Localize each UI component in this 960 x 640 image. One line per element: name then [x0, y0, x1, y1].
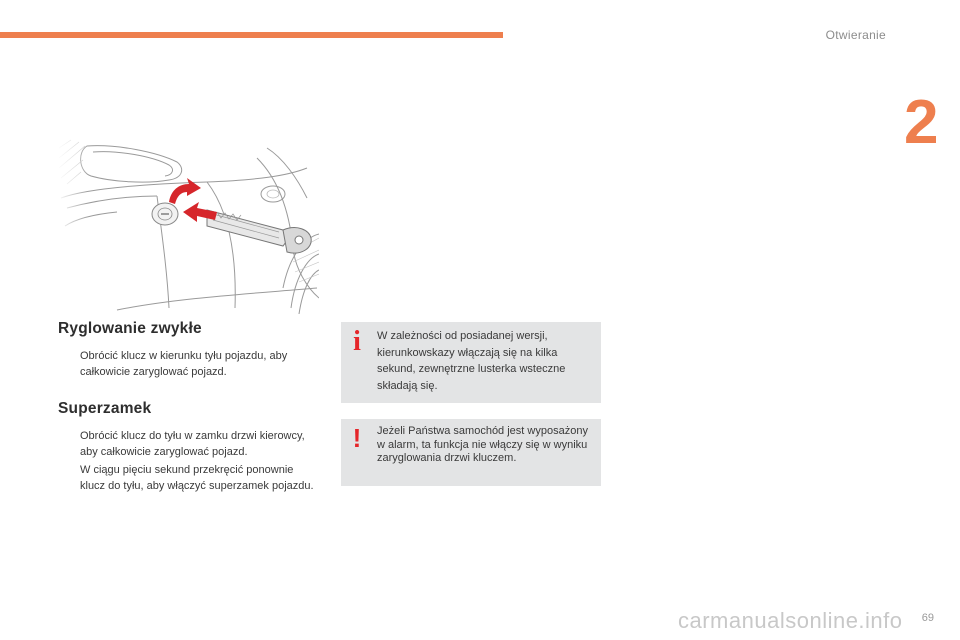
- list-item: [58, 462, 320, 494]
- header-accent-bar: [0, 32, 503, 38]
- section-title-normal-locking: Ryglowanie zwykłe: [58, 320, 202, 337]
- bullet-text: W ciągu pięciu sekund przekręcić ponownie klucz do tyłu, aby włączyć superzamek pojazdu.: [80, 464, 314, 492]
- door-lock-illustration: [57, 138, 319, 314]
- info-note-box: [341, 322, 601, 403]
- list-item: [58, 348, 320, 380]
- warning-note-text: Jeżeli Państwa samochód jest wyposażony w alarm, ta funkcja nie włączy się w wyniku zaryglowania drzwi kluczem.: [377, 425, 588, 464]
- info-note-text: W zależności od posiadanej wersji, kierunkowskazy włączają się na kilka sekund, zewnętrzne lusterka wsteczne składają się.: [377, 330, 566, 392]
- bullet-text: Obrócić klucz do tyłu w zamku drzwi kierowcy, aby całkowicie zaryglować pojazd.: [80, 430, 305, 458]
- warning-note-box: [341, 419, 601, 486]
- page-number: 69: [921, 612, 934, 624]
- bullet-text: Obrócić klucz w kierunku tyłu pojazdu, aby całkowicie zaryglować pojazd.: [80, 350, 288, 378]
- list-item: [58, 428, 320, 460]
- section-title-superlock: Superzamek: [58, 400, 152, 417]
- warning-icon: !: [352, 423, 362, 453]
- chapter-number: 2: [904, 88, 939, 157]
- info-icon: i: [353, 326, 361, 357]
- left-column: [58, 320, 320, 496]
- page-header-title: Otwieranie: [825, 28, 886, 42]
- watermark: carmanualsonline.info: [678, 608, 903, 633]
